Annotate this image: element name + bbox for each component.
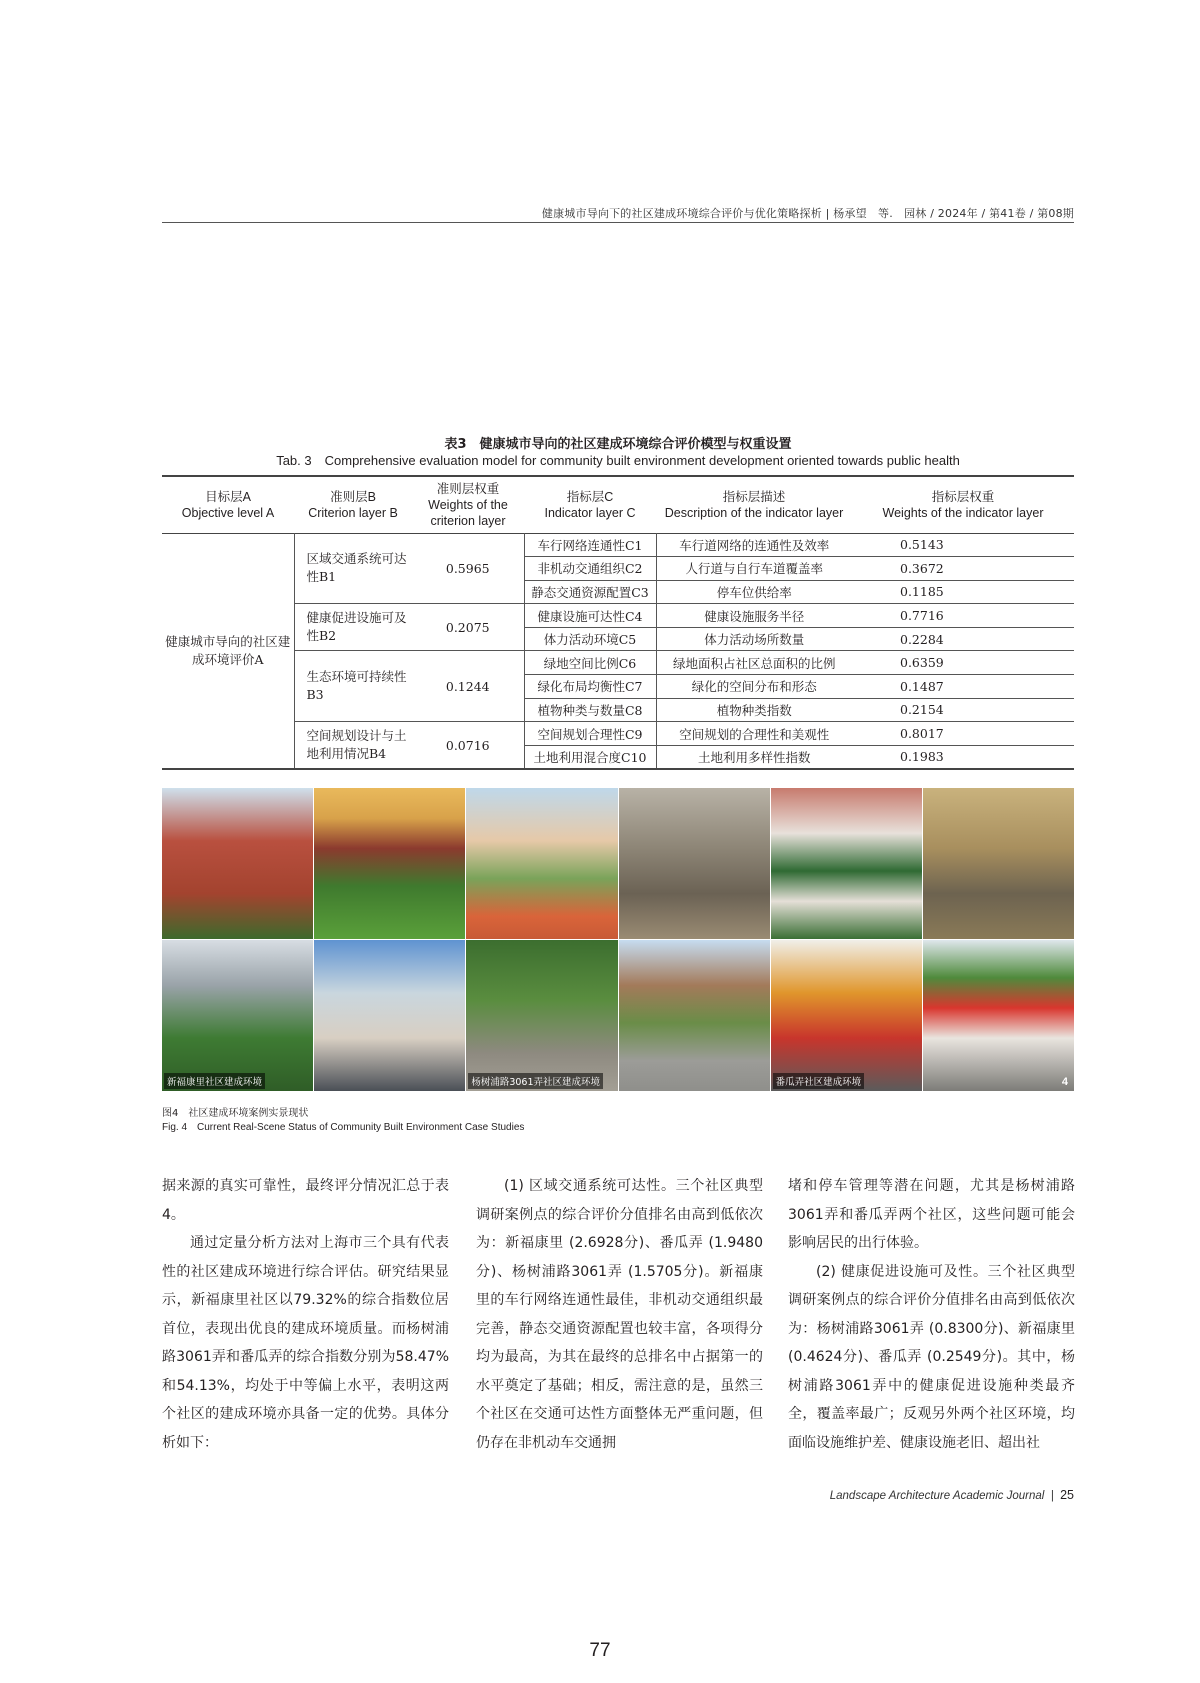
criterion-weight-cell: 0.5965: [412, 533, 524, 604]
body-column-1: [162, 1172, 449, 1457]
description-cell: 土地利用多样性指数: [656, 745, 852, 769]
table-row: [162, 651, 1074, 675]
body-column-2: [476, 1172, 763, 1457]
photo-yangshupu-fitness: [466, 788, 617, 939]
indicator-cell: 植物种类与数量C8: [524, 698, 656, 722]
indicator-cell: 静态交通资源配置C3: [524, 580, 656, 604]
header-description: 指标层描述 Description of the indicator layer: [664, 489, 844, 520]
photo-fangua-truck: [771, 940, 922, 1091]
description-cell: 空间规划的合理性和美观性: [656, 722, 852, 746]
community-photo-grid: [162, 788, 1074, 1091]
indicator-cell: 土地利用混合度C10: [524, 745, 656, 769]
header-rule: [162, 222, 1074, 223]
table-caption-zh: 表3 健康城市导向的社区建成环境综合评价模型与权重设置: [444, 437, 792, 452]
table-row: [162, 722, 1074, 746]
criterion-cell: 健康促进设施可及性B2: [294, 604, 412, 651]
photo-yangshupu-courtyard: [466, 940, 617, 1091]
figure-caption-en: Fig. 4 Current Real-Scene Status of Community Built Environment Case Studies: [162, 1122, 525, 1133]
indicator-weight-cell: 0.6359: [852, 651, 1074, 675]
photo-yangshupu-cart: [619, 788, 770, 939]
journal-footer: [780, 1488, 1074, 1502]
indicator-cell: 空间规划合理性C9: [524, 722, 656, 746]
indicator-weight-cell: 0.2284: [852, 627, 1074, 651]
photo-fangua-gate: [923, 788, 1074, 939]
journal-name: Landscape Architecture Academic Journal: [829, 1490, 1045, 1502]
description-cell: 健康设施服务半径: [656, 604, 852, 628]
table-header-row: [162, 476, 1074, 533]
indicator-cell: 绿化布局均衡性C7: [524, 675, 656, 699]
header-indicator: 指标层C Indicator layer C: [544, 489, 636, 520]
criterion-cell: 区域交通系统可达性B1: [294, 533, 412, 604]
figure-number: 4: [1061, 1076, 1068, 1088]
description-cell: 绿化的空间分布和形态: [656, 675, 852, 699]
criterion-cell: 空间规划设计与土地利用情况B4: [294, 722, 412, 769]
description-cell: 停车位供给率: [656, 580, 852, 604]
photo-yangshupu-street: [619, 940, 770, 1091]
criterion-weight-cell: 0.1244: [412, 651, 524, 722]
journal-page-number: 25: [1060, 1488, 1074, 1502]
table-row: [162, 604, 1074, 628]
table-caption-en: Tab. 3 Comprehensive evaluation model for community built environment development oriented towards public health: [276, 453, 960, 468]
indicator-weight-cell: 0.3672: [852, 557, 1074, 581]
indicator-weight-cell: 0.7716: [852, 604, 1074, 628]
evaluation-table: [162, 475, 1074, 770]
description-cell: 人行道与自行车道覆盖率: [656, 557, 852, 581]
page-number: 77: [589, 1640, 611, 1661]
figure-caption-zh: 图4 社区建成环境案例实景现状: [162, 1108, 309, 1119]
photo-xinfu-building: [162, 788, 313, 939]
indicator-weight-cell: 0.1185: [852, 580, 1074, 604]
indicator-weight-cell: 0.8017: [852, 722, 1074, 746]
description-cell: 绿地面积占社区总面积的比例: [656, 651, 852, 675]
criterion-weight-cell: 0.0716: [412, 722, 524, 769]
photo-xinfu-towers: [314, 940, 465, 1091]
running-header: 健康城市导向下的社区建成环境综合评价与优化策略探析 | 杨承望 等. 园林 / 2024年 / 第41卷 / 第08期: [541, 207, 1074, 220]
indicator-cell: 体力活动环境C5: [524, 627, 656, 651]
paragraph: 通过定量分析方法对上海市三个具有代表性的社区建成环境进行综合评估。研究结果显示，新福康里社区以79.32%的综合指数位居首位，表现出优良的建成环境质量。而杨树浦路3061弄和番瓜弄的综合指数分别为58.47%和54.13%，均处于中等偏上水平，表明这两个社区的建成环境亦具备一定的优势。具体分析如下：: [162, 1235, 449, 1451]
indicator-cell: 绿地空间比例C6: [524, 651, 656, 675]
description-cell: 车行道网络的连通性及效率: [656, 533, 852, 557]
header-criterion-weight: 准则层权重 Weights of the criterion layer: [428, 481, 508, 528]
criterion-cell: 生态环境可持续性B3: [294, 651, 412, 722]
body-column-3: [788, 1172, 1075, 1457]
header-objective: 目标层A Objective level A: [181, 489, 275, 520]
header-criterion: 准则层B Criterion layer B: [308, 489, 398, 520]
indicator-cell: 车行网络连通性C1: [524, 533, 656, 557]
photo-xinfu-trees: [162, 940, 313, 1091]
paragraph: 堵和停车管理等潜在问题，尤其是杨树浦路3061弄和番瓜弄两个社区，这些问题可能会影响居民的出行体验。: [788, 1178, 1075, 1251]
label-fangua: 番瓜弄社区建成环境: [773, 1073, 865, 1089]
paragraph: 据来源的真实可靠性，最终评分情况汇总于表4。: [162, 1178, 449, 1223]
objective-cell: 健康城市导向的社区建成环境评价A: [162, 533, 294, 769]
photo-fangua-wall: [923, 940, 1074, 1091]
description-cell: 植物种类指数: [656, 698, 852, 722]
paragraph: (1) 区域交通系统可达性。三个社区典型调研案例点的综合评价分值排名由高到低依次为：新福康里 (2.6928分)、番瓜弄 (1.9480分)、杨树浦路3061弄 (1.5705分)。新福康里的车行网络连通性最佳，非机动交通组织最完善，静态交通资源配置也较丰富，各项得分均为最高，为其在最终的总排名中占据第一的水平奠定了基础；相反，需注意的是，虽然三个社区在交通可达性方面整体无严重问题，但仍存在非机动车交通拥: [476, 1178, 763, 1451]
paragraph: (2) 健康促进设施可及性。三个社区典型调研案例点的综合评价分值排名由高到低依次为：杨树浦路3061弄 (0.8300分)、新福康里 (0.4624分)、番瓜弄 (0.2549分)。其中，杨树浦路3061弄中的健康促进设施种类最齐全，覆盖率最广；反观另外两个社区环境，均面临设施维护差、健康设施老旧、超出社: [788, 1263, 1075, 1451]
header-indicator-weight: 指标层权重 Weights of the indicator layer: [882, 489, 1044, 520]
description-cell: 体力活动场所数量: [656, 627, 852, 651]
indicator-weight-cell: 0.2154: [852, 698, 1074, 722]
indicator-weight-cell: 0.1983: [852, 745, 1074, 769]
footer-separator: |: [1050, 1490, 1054, 1502]
label-yangshupu: 杨树浦路3061弄社区建成环境: [468, 1073, 603, 1089]
indicator-cell: 非机动交通组织C2: [524, 557, 656, 581]
indicator-cell: 健康设施可达性C4: [524, 604, 656, 628]
label-xinfu: 新福康里社区建成环境: [164, 1073, 265, 1089]
indicator-weight-cell: 0.5143: [852, 533, 1074, 557]
table-row: [162, 533, 1074, 557]
criterion-weight-cell: 0.2075: [412, 604, 524, 651]
photo-fangua-aerial: [771, 788, 922, 939]
photo-xinfu-garden: [314, 788, 465, 939]
indicator-weight-cell: 0.1487: [852, 675, 1074, 699]
